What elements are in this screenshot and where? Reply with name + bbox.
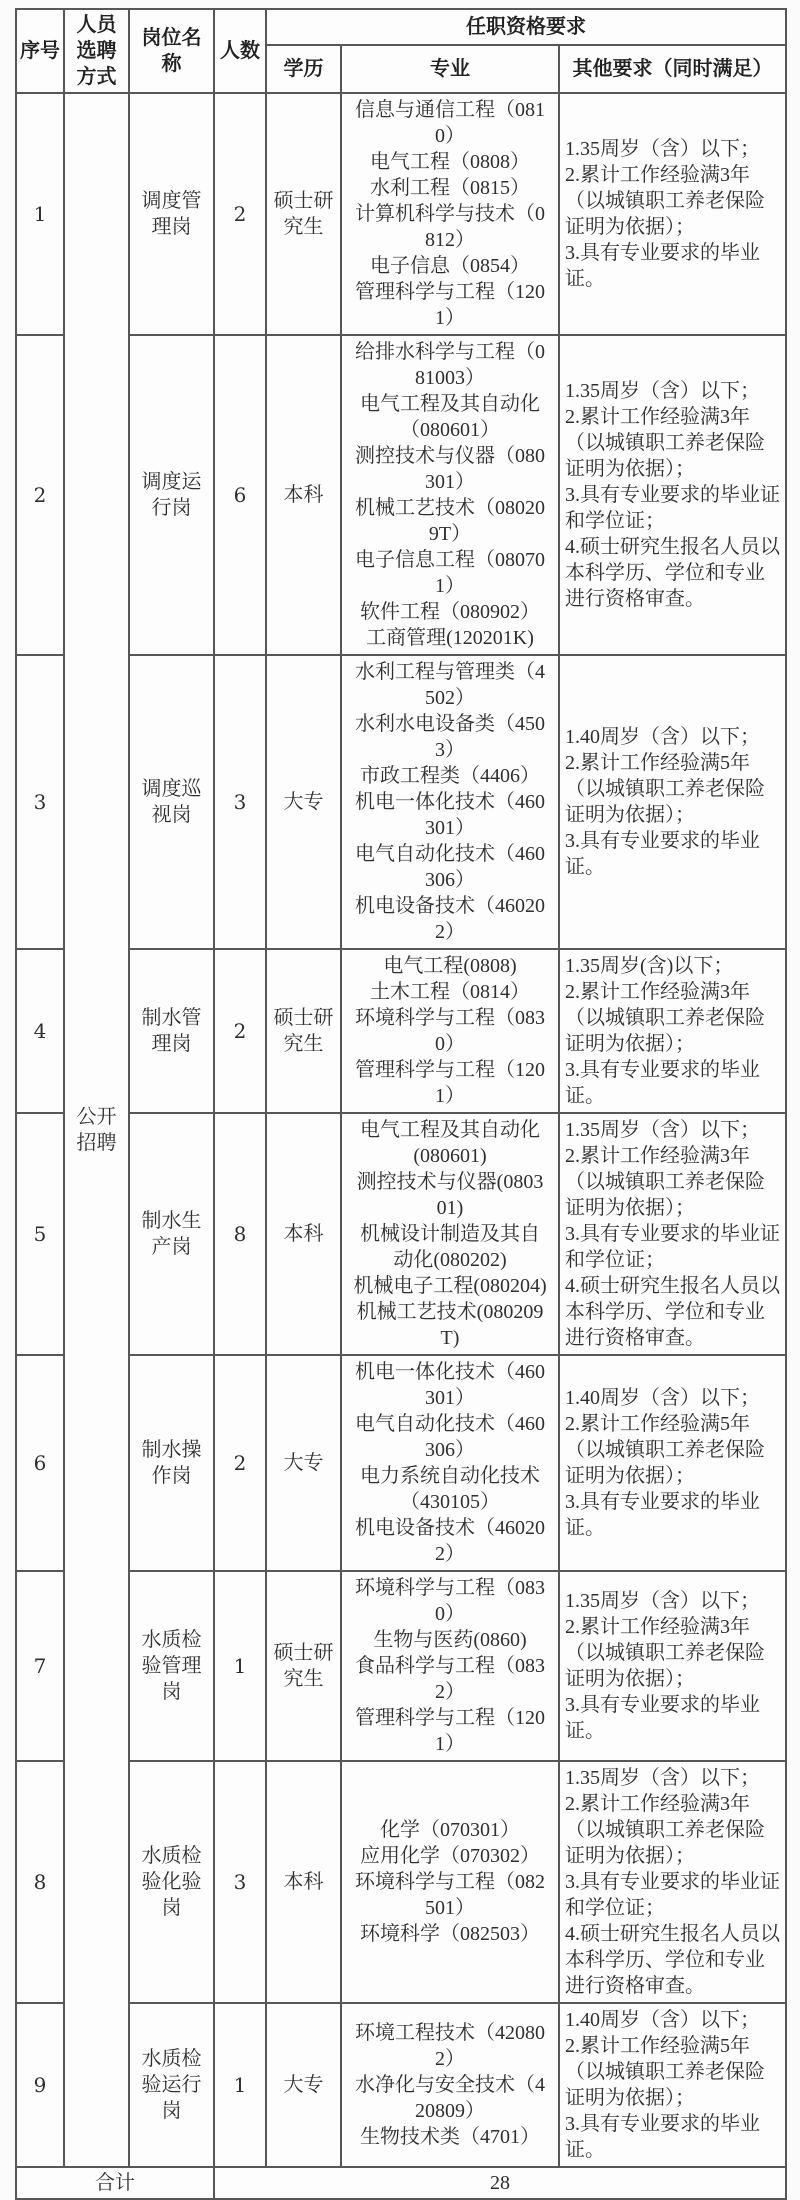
requirement-item: 1.35周岁（含）以下； [565,1119,760,1141]
table-header [16,9,786,93]
requirement-item: 3.具有专业要求的毕业证。 [565,1491,760,1539]
requirements-cell [559,1355,786,1571]
major-item: 环境科学与工程（0830） [355,1007,545,1055]
row-number-cell: 1 [16,93,64,335]
major-item: 电气工程(0808) [383,955,517,977]
footer-row [16,2167,786,2199]
post-name-cell: 制水操作岗 [129,1355,214,1571]
requirement-item: 4.硕士研究生报名人员以本科学历、学位和专业进行资格审查。 [565,1275,780,1349]
row-number-cell: 5 [16,1113,64,1355]
major-item: 机械工艺技术（080209T） [355,497,545,545]
footer-total-label: 合计 [16,2167,214,2199]
education-cell: 大专 [266,1355,341,1571]
major-item: 管理科学与工程（1201） [355,1707,545,1755]
major-item: 管理科学与工程（1201） [355,1059,545,1107]
headcount-cell: 2 [214,1355,266,1571]
post-name-cell: 调度巡视岗 [129,655,214,949]
requirements-cell [559,1761,786,2003]
majors-cell [341,2003,559,2167]
row-number-cell: 9 [16,2003,64,2167]
requirements-cell [559,335,786,655]
requirements-cell [559,949,786,1113]
requirement-item: 2.累计工作经验满5年（以城镇职工养老保险证明为依据）； [565,2035,765,2109]
header-post-name: 岗位名称 [129,9,214,93]
major-item: 水净化与安全技术（420809） [355,2074,545,2122]
major-item: 机械设计制造及其自动化(080202) [360,1223,540,1271]
header-recruit-method: 人员选聘方式 [64,9,129,93]
requirement-item: 3.具有专业要求的毕业证。 [565,1694,760,1742]
requirement-item: 2.累计工作经验满3年（以城镇职工养老保险证明为依据）； [565,1793,765,1867]
table-row [16,655,786,949]
header-major: 专业 [341,45,559,93]
requirement-item: 2.累计工作经验满3年（以城镇职工养老保险证明为依据）； [565,164,765,238]
table-row [16,1761,786,2003]
requirement-item: 1.35周岁（含）以下； [565,380,760,402]
majors-cell [341,335,559,655]
row-number-cell: 8 [16,1761,64,2003]
education-cell: 本科 [266,1761,341,2003]
table-row [16,1571,786,1761]
majors-cell [341,1571,559,1761]
major-item: 软件工程（080902） [360,601,540,623]
major-item: 电子信息工程（080701） [355,549,545,597]
major-item: 环境工程技术（420802） [355,2022,545,2070]
education-cell: 大专 [266,2003,341,2167]
major-item: 电气工程（0808） [370,151,530,173]
headcount-cell: 8 [214,1113,266,1355]
majors-cell [341,655,559,949]
requirement-item: 1.35周岁(含)以下； [565,955,734,977]
header-row-top [16,9,786,45]
education-cell: 本科 [266,1113,341,1355]
major-item: 机电设备技术（460202） [355,1517,545,1565]
education-cell: 硕士研究生 [266,949,341,1113]
major-item: 电子信息（0854） [370,255,530,277]
education-cell: 本科 [266,335,341,655]
major-item: 水利水电设备类（4503） [355,713,545,761]
major-item: 管理科学与工程（1201） [355,281,545,329]
row-number-cell: 6 [16,1355,64,1571]
major-item: 电气自动化技术（460306） [355,843,545,891]
major-item: 机电设备技术（460202） [355,895,545,943]
requirement-item: 4.硕士研究生报名人员以本科学历、学位和专业进行资格审查。 [565,1923,780,1997]
requirement-item: 1.40周岁（含）以下； [565,1387,760,1409]
headcount-cell: 6 [214,335,266,655]
requirement-item: 1.40周岁（含）以下； [565,2009,760,2031]
education-cell: 大专 [266,655,341,949]
requirement-item: 3.具有专业要求的毕业证。 [565,830,760,878]
requirement-item: 2.累计工作经验满3年（以城镇职工养老保险证明为依据）； [565,981,765,1055]
major-item: 环境科学与工程（082501） [355,1871,545,1919]
major-item: 给排水科学与工程（081003） [355,341,545,389]
headcount-cell: 1 [214,2003,266,2167]
major-item: 信息与通信工程（0810） [355,99,545,147]
table-row [16,1355,786,1571]
requirement-item: 4.硕士研究生报名人员以本科学历、学位和专业进行资格审查。 [565,536,780,610]
education-cell: 硕士研究生 [266,1571,341,1761]
major-item: 工商管理(120201K) [366,627,534,649]
major-item: 生物与医药(0860) [373,1629,527,1651]
majors-cell [341,949,559,1113]
row-number-cell: 2 [16,335,64,655]
footer-total-value: 28 [214,2167,786,2199]
major-item: 水利工程（0815） [370,177,530,199]
row-number-cell: 3 [16,655,64,949]
table-row [16,335,786,655]
requirement-item: 2.累计工作经验满3年（以城镇职工养老保险证明为依据）； [565,1616,765,1690]
requirement-item: 1.35周岁（含）以下； [565,138,760,160]
requirement-item: 2.累计工作经验满3年（以城镇职工养老保险证明为依据）； [565,406,765,480]
requirement-item: 3.具有专业要求的毕业证。 [565,1059,760,1107]
headcount-cell: 1 [214,1571,266,1761]
post-name-cell: 调度运行岗 [129,335,214,655]
requirements-cell [559,655,786,949]
major-item: 机械电子工程(080204) [353,1275,547,1297]
requirements-cell [559,1113,786,1355]
major-item: 测控技术与仪器(080301) [356,1171,544,1219]
requirement-item: 3.具有专业要求的毕业证。 [565,242,760,290]
table-row [16,93,786,335]
majors-cell [341,1761,559,2003]
major-item: 水利工程与管理类（4502） [355,661,545,709]
major-item: 电气自动化技术（460306） [355,1413,545,1461]
education-cell: 硕士研究生 [266,93,341,335]
requirements-cell [559,93,786,335]
major-item: 应用化学（070302） [360,1845,540,1867]
requirement-item: 2.累计工作经验满5年（以城镇职工养老保险证明为依据）； [565,1413,765,1487]
major-item: 机械工艺技术(080209T) [356,1301,544,1349]
requirement-item: 2.累计工作经验满5年（以城镇职工养老保险证明为依据）； [565,752,765,826]
major-item: 环境科学与工程（0830） [355,1577,545,1625]
headcount-cell: 2 [214,949,266,1113]
requirement-item: 3.具有专业要求的毕业证。 [565,2113,760,2161]
headcount-cell: 2 [214,93,266,335]
row-number-cell: 4 [16,949,64,1113]
requirements-cell [559,2003,786,2167]
requirements-cell [559,1571,786,1761]
major-item: 土木工程（0814） [370,981,530,1003]
major-item: 测控技术与仪器（080301） [355,445,545,493]
header-serial: 序号 [16,9,64,93]
major-item: 食品科学与工程（0832） [355,1655,545,1703]
header-other-requirements: 其他要求（同时满足） [559,45,786,93]
post-name-cell: 水质检验运行岗 [129,2003,214,2167]
table-row [16,2003,786,2167]
major-item: 机电一体化技术（460301） [355,1361,545,1409]
major-item: 市政工程类（4406） [360,765,540,787]
table-row [16,949,786,1113]
table-footer [16,2167,786,2199]
majors-cell [341,1355,559,1571]
table-body [16,93,786,2167]
major-item: 机电一体化技术（460301） [355,791,545,839]
row-number-cell: 7 [16,1571,64,1761]
header-education: 学历 [266,45,341,93]
requirement-item: 1.35周岁（含）以下； [565,1767,760,1789]
post-name-cell: 制水生产岗 [129,1113,214,1355]
headcount-cell: 3 [214,655,266,949]
majors-cell [341,1113,559,1355]
header-headcount: 人数 [214,9,266,93]
major-item: 计算机科学与技术（0812） [355,203,545,251]
table-row [16,1113,786,1355]
headcount-cell: 3 [214,1761,266,2003]
requirement-item: 2.累计工作经验满3年（以城镇职工养老保险证明为依据）； [565,1145,765,1219]
majors-cell [341,93,559,335]
post-name-cell: 制水管理岗 [129,949,214,1113]
major-item: 电力系统自动化技术（430105） [360,1465,540,1513]
major-item: 生物技术类（4701） [360,2126,540,2148]
major-item: 电气工程及其自动化（080601） [360,393,540,441]
requirement-item: 1.40周岁（含）以下； [565,726,760,748]
requirement-item: 3.具有专业要求的毕业证和学位证； [565,1871,780,1919]
header-qualification: 任职资格要求 [266,9,786,45]
requirement-item: 3.具有专业要求的毕业证和学位证； [565,484,780,532]
recruitment-table [15,8,787,2200]
post-name-cell: 水质检验化验岗 [129,1761,214,2003]
post-name-cell: 水质检验管理岗 [129,1571,214,1761]
post-name-cell: 调度管理岗 [129,93,214,335]
requirement-item: 3.具有专业要求的毕业证和学位证； [565,1223,780,1271]
major-item: 化学（070301） [380,1819,520,1841]
major-item: 环境科学（082503） [360,1923,540,1945]
recruit-method-cell: 公开招聘 [64,93,129,2167]
requirement-item: 1.35周岁（含）以下； [565,1590,760,1612]
major-item: 电气工程及其自动化(080601) [360,1119,540,1167]
